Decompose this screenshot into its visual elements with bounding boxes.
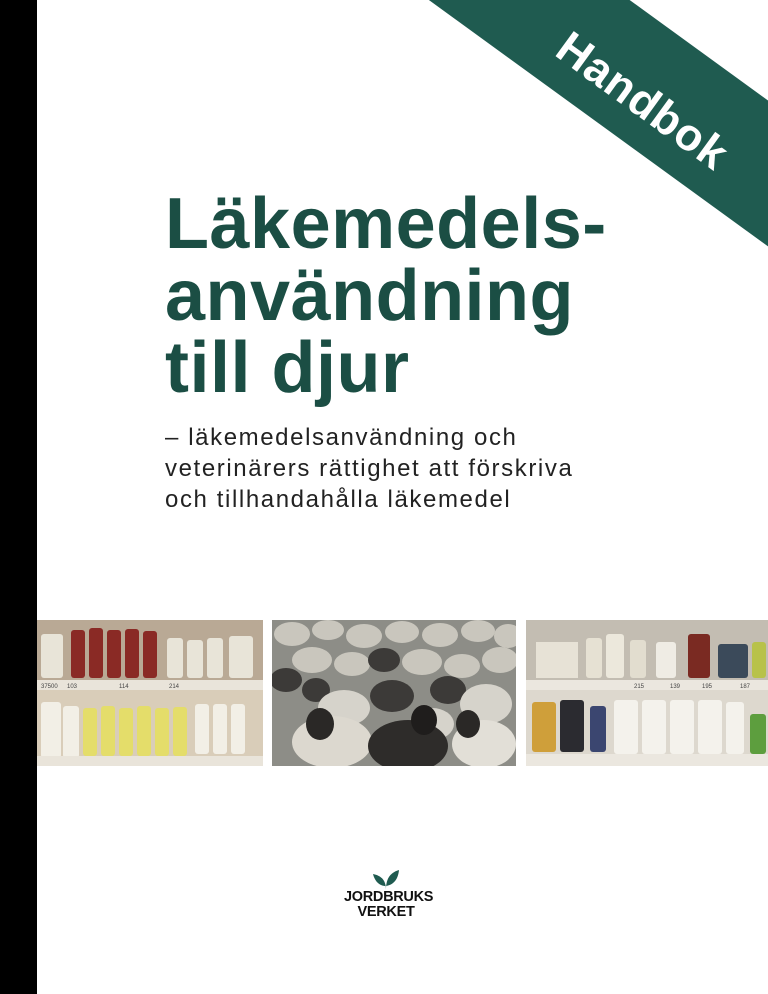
title-line-3: till djur (165, 328, 410, 408)
title-line-1: Läkemedels- (165, 184, 607, 264)
logo-text-line-2: VERKET (357, 904, 415, 920)
cover-page (37, 0, 768, 994)
leaf-sprout-icon (371, 868, 401, 890)
subtitle-line-2: veterinärers rättighet att förskriva (165, 455, 574, 482)
title-line-2: användning (165, 256, 575, 336)
cover-subtitle (165, 422, 573, 515)
pharmacy-shelf-photo (37, 620, 263, 766)
subtitle-line-3: och tillhandahålla läkemedel (165, 486, 512, 513)
svg-text:187: 187 (740, 684, 751, 690)
svg-text:114: 114 (119, 684, 129, 690)
cover-title (165, 184, 607, 408)
vet-supplies-shelf-photo (526, 620, 768, 766)
ribbon-label: Handbok (547, 21, 739, 180)
jordbruksverket-logo (344, 868, 434, 920)
svg-text:37500: 37500 (41, 684, 58, 690)
svg-text:139: 139 (670, 684, 681, 690)
sheep-flock-photo (272, 620, 516, 766)
svg-text:195: 195 (702, 684, 713, 690)
svg-text:103: 103 (67, 684, 78, 690)
subtitle-line-1: – läkemedelsanvändning och (165, 424, 518, 451)
book-spine (0, 0, 37, 994)
svg-text:214: 214 (169, 684, 180, 690)
logo-text-line-1: JORDBRUKS (344, 889, 434, 905)
svg-text:215: 215 (634, 684, 645, 690)
